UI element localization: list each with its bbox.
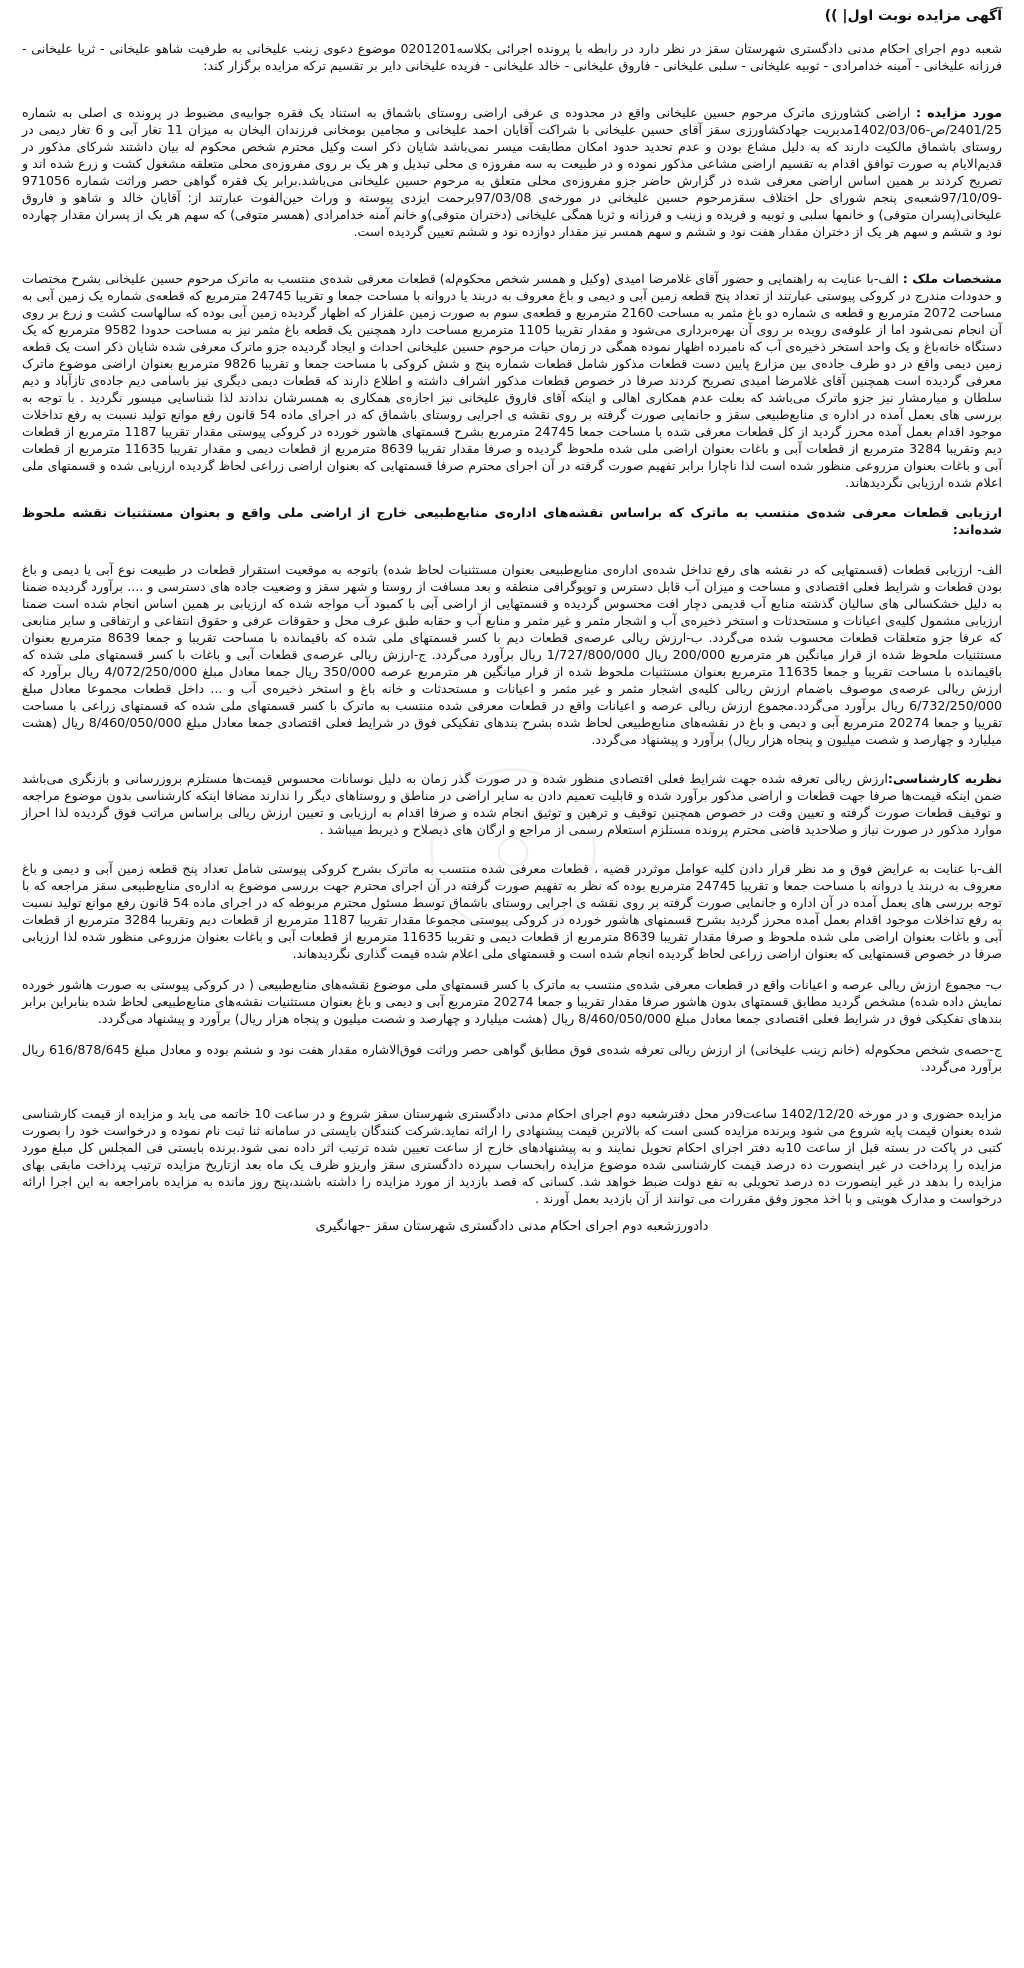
notice-title: آگهی مزایده نوبت اول| ))	[824, 8, 1002, 24]
specs-paragraph	[22, 270, 1002, 491]
summary-be-paragraph: ب- مجموع ارزش ریالی عرصه و اعیانات واقع در قطعات معرفی شده‌ی منتسب به ماترک با کسر قسمتهای ملی موضوع نقشه‌های منابع‌طبیعی ( در کروکی پیوستی به صورت هاشور خورده نمایش داده شده) مشخص گردید مطابق قسمتهای بدون هاشور صرفا مقدار تقریبا و جمعا 20274 مترمربع آبی و دیمی و باغ بعنوان مستثنیات نقشه‌های منابع‌طبیعی لحاظ شده بنابراین برابر بندهای تفکیکی فوق در شرایط فعلی اقتصادی جمعا معادل مبلغ 8/460/050/000 ریال (هشت میلیارد و چهارصد و شصت میلیون و پنجاه هزار ریال) برآورد و پیشنهاد می‌گردد.	[22, 977, 1002, 1026]
auction-notice	[22, 8, 1002, 1958]
subject-label: مورد مزایده :	[915, 105, 1002, 120]
subject-text: اراضی کشاورزی ماترک مرحوم حسین علیخانی واقع در محدوده ی عرفی اراضی روستای باشماق به استناد یک فقره جوابیه‌ی مضبوط در پرونده ی اصلی به شماره 2401/25/ص-1402/03/06مدیریت جهادکشاورزی سقز آقای حسین علیخانی با شراکت آقایان احمد علیخانی و مجامین بومخانی فرزندان الیخان به میزان 11 تغار آبی و 6 تغار دیمی در روستای باشماق مالکیت دارند که به دلیل مشاع بودن و عدم تحدید حدود امکان مطابقت میسر نمی‌باشد شایان ذکر است وکیل محترم شخص محکوم له بیان داشتند شرکای مذکور در قدیم‌الایام به صورت توافق اقدام به تقسیم اراضی مشاعی مذکور نموده و در طبیعت به سه مفروزه ی محلی تبدیل و هر یک بر روی مفروزه‌ی محلی متعلقه مشغول کشت و زرع شده اند و تصریح کردند بر همین اساس اراضی معرفی شده در گزارش حاضر جزو مفروزه‌ی محلی متعلق به مرحوم حسین علیخانی می‌باشد.برابر یک فقره گواهی حصر وراثت شماره 971056 -97/10/09شعبه‌ی پنجم شورای حل اختلاف سقزمرحوم حسین علیخانی در مورخه‌ی 97/03/08برحمت ایزدی پیوسته و وراث حین‌الفوت عبارتند از: آقایان خالد و شاهو و فاروق علیخانی(پسران متوفی) و خانمها سلبی و ثوبیه و فریده و زینب و فرزانه و ثریا همگی علیخانی (دختران متوفی)و خانم آمنه خدامرادی (همسر متوفی) که سهم هر یک از پسران مقدار چهارده نود و ششم و سهم هر یک از دختران مقدار هفت نود و ششم و سهم همسر نیز مقدار دوازده نود و ششم تعیین گردیده است.	[22, 105, 1002, 239]
evaluation-heading: ارزیابی قطعات معرفی شده‌ی منتسب به ماترک که براساس نقشه‌های اداره‌ی منابع‌طبیعی خارج از اراضی ملی واقع و بعنوان مستثنیات نقشه ملحوظ شده‌اند:	[22, 506, 1002, 538]
watermark-seal-icon: ◯	[430, 768, 596, 934]
evaluation-paragraph: الف- ارزیابی قطعات (قسمتهایی که در نقشه های رفع تداخل شده‌ی اداره‌ی منابع‌طبیعی بعنوان مستثنیات لحاظ شده) باتوجه به موقعیت استقرار قطعات در طبیعت نوع آبی یا دیمی و باغ بودن قطعات و شرایط فعلی اقتصادی و مساحت و میزان آب قابل دسترس و توپوگرافی منطقه و بعد مسافت از روستا و شهر سقز و وضعیت جاده های دسترسی و .... برآورد گردیده ضمنا به دلیل خشکسالی های سالیان گذشته منابع آب قدیمی دچار افت محسوس گردیده و قسمتهایی از اراضی آبی با کمبود آب مواجه شده که ارزیابی بر همین اساس انجام شده است ضمنا ارزیابی مشمول کلیه‌ی اعیانات و مستحدثات و استخر ذخیره‌ی آب و اشجار مثمر و غیر مثمر و منابع آب و حقابه طبق عرف محل و حقوقات عرفی و حقوق انتفاعی و ارتفاقی و سایر منابعی که عرفا جزو متعلقات قطعات محسوب شده می‌گردد. ب-ارزش ریالی عرصه‌ی قطعات دیم با کسر قسمتهای ملی شده که باقیمانده با مساحت تقریبا و جمعا 8639 مترمربع بعنوان مستثنیات ملحوظ شده از قرار میانگین هر مترمربع 200/000 ریال 1/727/800/000 ریال برآورد می‌گردد. ج-ارزش ریالی عرصه‌ی قطعات آبی و باغات با کسر قسمتهای ملی شده که باقیمانده با مساحت تقریبا و جمعا 11635 مترمربع بعنوان مستثنیات ملحوظ شده از قرار میانگین هر مترمربع عرصه 350/000 ریال جمعا معادل مبلغ 4/072/250/000 ریال برآورد که ارزش ریالی عرصه‌ی موصوف باضمام ارزش ریالی کلیه‌ی اشجار مثمر و غیر مثمر و اعیانات و مستحدثات و خانه باغ و استخر ذخیره‌ی آب و ... داخل قطعات مجموعا معادل مبلغ 6/732/250/000 ریال برآورد می‌گردد.مجموع ارزش ریالی عرصه و اعیانات واقع در قطعات معرفی شده منتسب به ماترک با کسر قسمتهای ملی شده که قسمتهای زراعی با مساحت تقریبا و جمعا 20274 مترمربع آبی و دیمی و باغ در نقشه‌های منابع‌طبیعی لحاظ شده بشرح بندهای تفکیکی فوق در شرایط فعلی اقتصادی جمعا معادل مبلغ 8/460/050/000 ریال (هشت میلیارد و چهارصد و شصت میلیون و پنجاه هزار ریال) برآورد و پیشنهاد می‌گردد.	[22, 562, 1002, 747]
subject-paragraph	[22, 104, 1002, 240]
specs-text: الف-با عنایت به راهنمایی و حضور آقای غلامرضا امیدی (وکیل و همسر شخص محکوم‌له) قطعات معرفی شده‌ی منتسب به ماترک مرحوم حسین علیخانی بشرح مختصات و حدودات مندرج در کروکی پیوستی عبارتند از تعداد پنج قطعه زمین آبی و دیمی و باغ معروف به دربند یا دروانه با مساحت جمعا و تقریبا 24745 مترمربع که قطعه‌ی شماره یک زمین آبی به مساحت 2072 مترمربع و قطعه ی شماره دو باغ مثمر به مساحت 2160 مترمربع و قطعه‌ی سوم به صورت زمین علفزار که اظهار گردیده زمین آبی بوده که سالهاست کشت و زرع بر روی آن انجام نمی‌شود اما از علوفه‌ی رویده بر روی آن بهره‌برداری می‌شود و مقدار تقریبا 1105 مترمربع مساحت دارد همچنین یک قطعه باغ مثمر نیز به مساحت حدودا 9582 مترمربع که یک دستگاه خانه‌باغ و یک واحد استخر ذخیره‌ی آب که نامبرده اظهار نموده همگی در زمان حیات مرحوم حسین علیخانی احداث و ایجاد گردیده جزو ماترک معرفی شده شایان ذکر است یک قطعه زمین دیمی واقع در دو طرف جاده‌ی بین مزارع پایین دست قطعات مذکور شامل قطعات شماره پنج و شش کروکی با مساحت جمعا و تقریبا 9826 مترمربع بعنوان اراضی موضوع ماترک معرفی گردیده است همچنین آقای غلامرضا امیدی تصریح کردند صرفا در خصوص قطعات مذکور اشراف داشته و اطلاع دارند که قطعات دیمی دیگری نیز باسامی دیم جاده‌ی تازآباد و دیم سلطان و میارمشار نیز جزو ماترک می‌باشد که بعلت عدم همکاری اهالی و اینکه آقای فاروق علیخانی نیز اجازه‌ی همکاری به همسرشان ندادند لذا شناسایی میسور نگردید . با توجه به بررسی های بعمل آمده در اداره ی منابع‌طبیعی سقز و جانمایی صورت گرفته بر روی نقشه ی اجرایی روستای باشماق که در اجرای ماده 54 قانون رفع موانع تولید نسبت به رفع تداخلات موجود اقدام بعمل آمده محرز گردید از کل قطعات معرفی شده با مساحت جمعا 24745 مترمربع بشرح قسمتهای هاشور خورده در کروکی پیوستی مقدار تقریبا 1187 مترمربع از قطعات دیم وتقریبا 3284 مترمربع از قطعات آبی و باغات بعنوان اراضی ملی شده ملحوظ گردیده و صرفا مقدار تقریبا 8639 مترمربع از قطعات دیمی و مقدار تقریبا 11635 مترمربع از قطعات آبی و باغات بعنوان مزروعی منظور شده است لذا ناچارا برابر تفهیم صورت گرفته در آن اجرای محترم صرفا قسمتهایی که بعنوان اراضی زراعی لحاظ گردیده ارزیابی شده و قسمتهای ملی اعلام شده ارزیابی نگردیدهاند.	[22, 271, 1002, 490]
signature-line: دادورزشعبه دوم اجرای احکام مدنی دادگستری شهرستان سقز -جهانگیری	[315, 1219, 709, 1234]
specs-label: مشخصات ملک :	[902, 271, 1002, 286]
intro-paragraph: شعبه دوم اجرای احکام مدنی دادگستری شهرستان سقز در نظر دارد در رابطه با پرونده اجرائی بکلاسه0201201 موضوع دعوی زینب علیخانی به طرفیت شاهو علیخانی - ثریا علیخانی - فرزانه علیخانی - آمینه خدامرادی - ثوبیه علیخانی - سلبی علیخانی - فاروق علیخانی - خالد علیخانی - فریده علیخانی دایر بر تقسیم ترکه مزایده برگزار کند:	[22, 41, 1002, 73]
expert-theory-text: ارزش ریالی تعرفه شده جهت شرایط فعلی اقتصادی منظور شده و در صورت گذر زمان به دلیل نوسانات محسوس قیمت‌ها مستلزم بروزرسانی و بازنگری می‌باشد ضمن اینکه قیمت‌ها صرفا جهت قطعات و اراضی مذکور برآورد شده و قابلیت تعمیم دادن به سایر اراضی در مناطق و روستاهای دیگر را ندارند مضافا اینکه کارشناسی بدون موضوع مراجعه و توقیف قطعات صورت گرفته و تعیین وقت در خصوص همچنین توقیف و ترهین و توثیق انجام شده و صرفا اقدام به ارزیابی و تعیین ارزش ریالی براساس مراتب فوق گردیده لذا احراز موارد مذکور در صورت نیاز و صلاحدید قاضی محترم پرونده مستلزم استعلام رسمی از مراجع و ارگان های ذیصلاح و ذیربط میباشد .	[22, 771, 1002, 837]
expert-theory-label: نظریه کارشناسی:	[887, 771, 1002, 786]
auction-terms-paragraph: مزایده حضوری و در مورخه 1402/12/20 ساعت9در محل دفترشعبه دوم اجرای احکام مدنی دادگستری شهرستان سقز شروع و در ساعت 10 خاتمه می یابد و مزایده از قیمت کارشناسی شده بعنوان قیمت پایه شروع می شود وبرنده مزایده کسی است که بالاترین قیمت پیشنهادی را ارائه نماید.شرکت کنندگان بایستی در سامانه ثنا ثبت نام نموده و درخواست خود را بصورت کتبی در پاکت در بسته قبل از ساعت 10به دفتر اجرای احکام تحویل نمایند و به پیشنهادهای خارج از ساعت تعیین شده ترتیب اثر داده نمی شود.برنده بایستی فی المجلس کل مبلغ مورد مزایده را پرداخت در غیر اینصورت ده درصد قیمت کارشناسی شده موضوع مزایده رابحساب سپرده دادگستری سقز واریزو ظرف یک ماه بعد ازتاریخ مزایده ترتیب پرداخت مابقی بهای مزایده را بدهد در غیر اینصورت ده درصد تحویلی به نفع دولت ضبط خواهد شد. کسانی که قصد بازدید از مورد مزایده را داشته باشند،پنج روز مانده به مزایده بامراجعه به این اجرا ارائه درخواست و مدارک هویتی و با اخذ مجوز وفق مقررات می توانند از آن بازدید بعمل آورند .	[22, 1106, 1002, 1206]
summary-jim-paragraph: ج-حصه‌ی شخص محکوم‌له (خانم زینب علیخانی) از ارزش ریالی تعرفه شده‌ی فوق مطابق گواهی حصر وراثت فوق‌الاشاره مقدار هفت نود و ششم بوده و معادل مبلغ 616/878/645 ریال برآورد می‌گردد.	[22, 1042, 1003, 1074]
summary-alef-paragraph: الف-با عنایت به عرایض فوق و مد نظر قرار دادن کلیه عوامل موثردر قضیه ، قطعات معرفی شده منتسب به ماترک بشرح کروکی پیوستی شامل تعداد پنج قطعه زمین آبی و دیمی و باغ معروف به دربند یا دروانه با مساحت جمعا و تقریبا 24745 مترمربع بوده که نظر به تفهیم صورت گرفته در آن اجرای محترم جهت بررسی موضوع به اداره‌ی منابع‌طبیعی سقز مراجعه که با توجه بررسی های بعمل آمده در آن اداره و جانمایی صورت گرفته بر روی نقشه ی اجرایی روستای باشماق توسط مسئول محترم مربوطه که در اجرای ماده 54 قانون رفع موانع تولید نسبت به رفع تداخلات موجود اقدام بعمل آمده محرز گردید بشرح قسمتهای هاشور خورده در کروکی پیوستی مجموعا مقدار تقریبا 1187 مترمربع از قطعات دیم وتقریبا 3284 مترمربع از قطعات آبی و باغات بعنوان اراضی ملی شده ملحوظ و صرفا مقدار تقریبا 8639 مترمربع از قطعات دیمی و تقریبا 11635 مترمربع از قطعات آبی و باغات بعنوان مزروعی منظور شده لذا ارزیابی صرفا در خصوص قسمتهایی که بعنوان اراضی زراعی لحاظ گردیده انجام شده است و قسمتهای ملی اعلام شده قیمت گذاری نگردیدهاند.	[22, 861, 1003, 961]
expert-theory-paragraph	[22, 770, 1002, 838]
